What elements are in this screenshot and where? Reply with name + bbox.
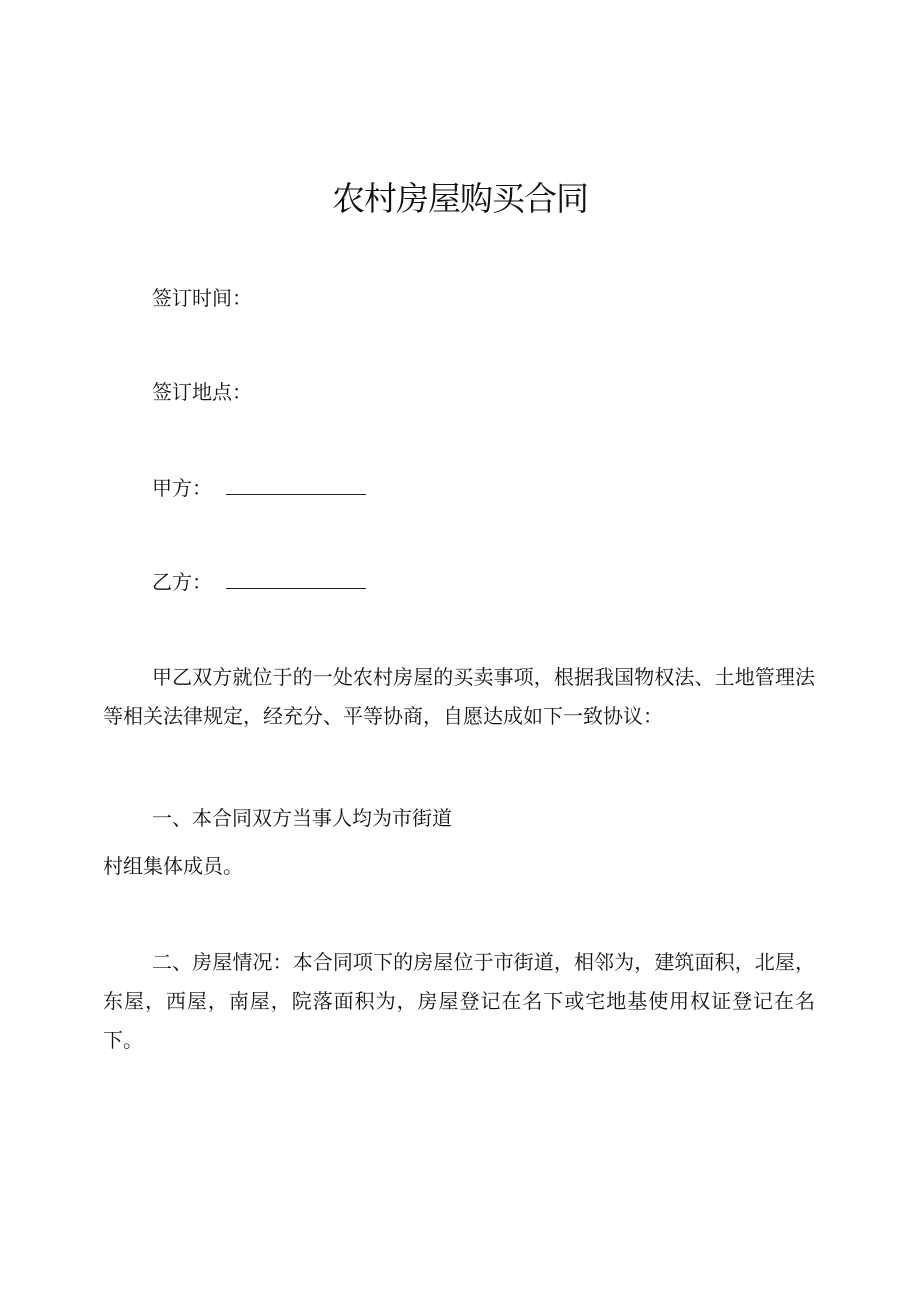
clause-2-paragraph: 二、房屋情况：本合同项下的房屋位于市街道，相邻为，建筑面积，北屋，东屋，西屋，南屋，院落面积为，房屋登记在名下或宅地基使用权证登记在名下。 [103,950,815,1052]
sign-time-field [152,284,252,312]
party-b-blank-line [226,570,366,589]
document-title: 农村房屋购买合同 [332,179,588,218]
party-a-label: 甲方： [152,476,212,500]
party-a-field [152,474,366,502]
party-b-field [152,568,366,596]
sign-place-label: 签订地点： [152,380,252,404]
clause-1-line-1: 一、本合同双方当事人均为市街道 [152,806,452,830]
sign-time-label: 签订时间： [152,286,252,310]
intro-paragraph: 甲乙双方就位于的一处农村房屋的买卖事项，根据我国物权法、土地管理法等相关法律规定，经充分、平等协商，自愿达成如下一致协议： [103,665,815,728]
party-a-blank-line [226,476,366,495]
party-b-label: 乙方： [152,570,212,594]
clause-1-line-2: 村组集体成员。 [103,854,243,878]
sign-place-field [152,378,252,406]
